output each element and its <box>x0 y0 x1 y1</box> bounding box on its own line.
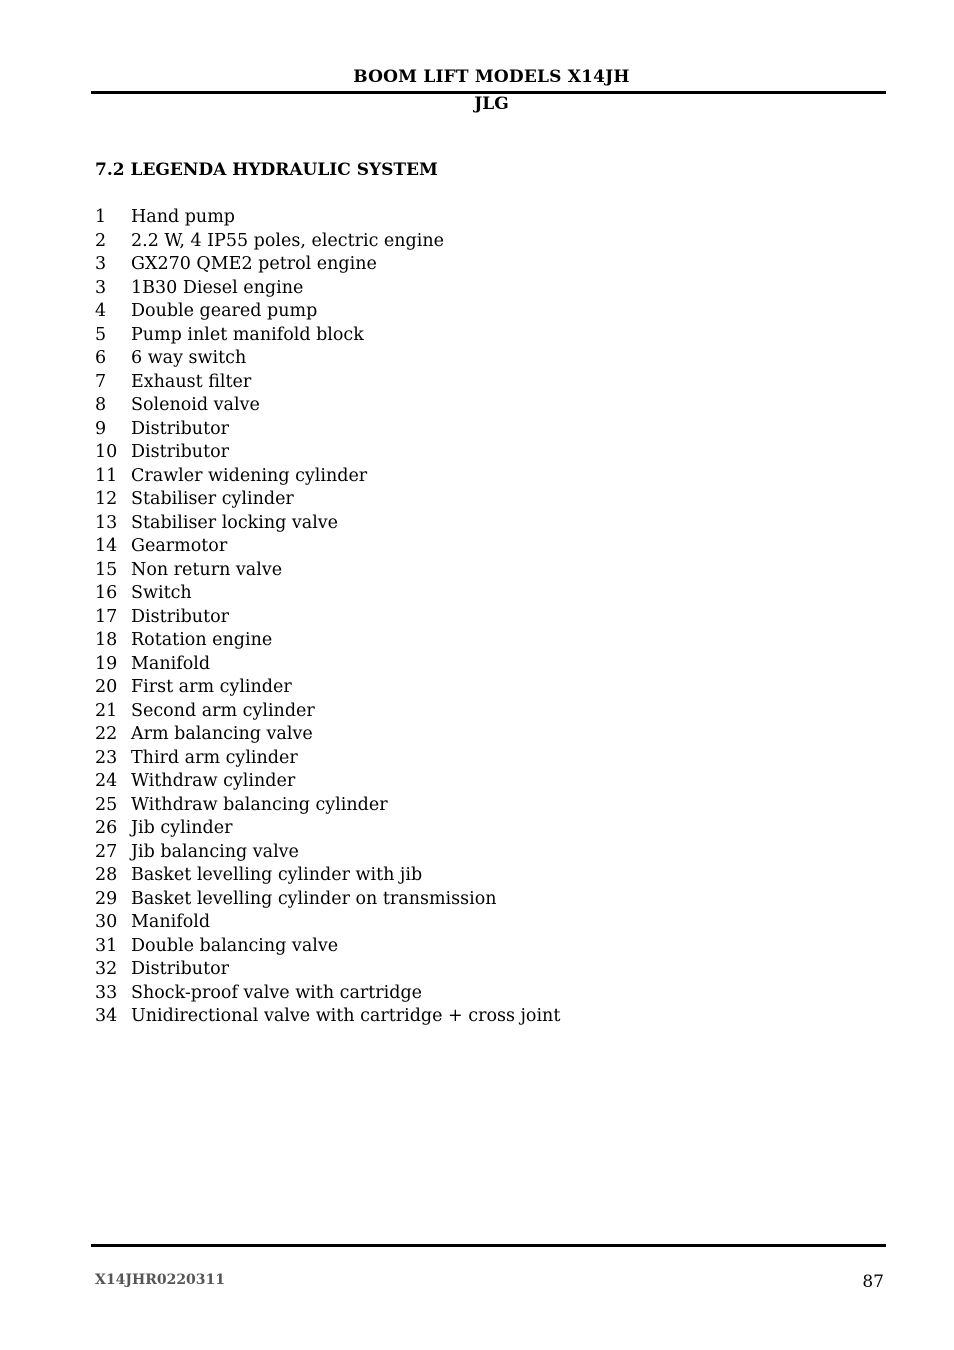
legend-item <box>95 629 560 653</box>
footer-divider <box>91 1244 886 1247</box>
legend-item-number: 13 <box>95 512 118 533</box>
legend-item-number: 12 <box>95 489 118 509</box>
page-number: 87 <box>862 1272 884 1292</box>
legend-list <box>95 206 560 1029</box>
legend-item-text: Arm balancing valve <box>131 724 313 744</box>
legend-item-number: 18 <box>95 630 118 650</box>
legend-item-text: Withdraw cylinder <box>131 771 296 791</box>
legend-item-text: Non return valve <box>131 559 283 580</box>
legend-item-number: 7 <box>95 371 107 392</box>
legend-item <box>95 700 560 724</box>
legend-item-number: 10 <box>95 442 118 462</box>
legend-item-text: Stabiliser locking valve <box>131 512 339 533</box>
legend-item <box>95 371 560 395</box>
legend-item-text: Manifold <box>131 653 211 674</box>
legend-item <box>95 418 560 442</box>
legend-item-text: Double geared pump <box>131 301 318 321</box>
legend-item <box>95 982 560 1006</box>
legend-item <box>95 535 560 559</box>
legend-item-text: Jib balancing valve <box>131 841 299 862</box>
legend-item <box>95 488 560 512</box>
legend-item-text: Pump inlet manifold block <box>131 324 364 345</box>
legend-item-number: 2 <box>95 230 107 251</box>
legend-item-number: 29 <box>95 888 118 909</box>
legend-item-number: 33 <box>95 982 118 1003</box>
legend-item-text: Second arm cylinder <box>131 700 315 721</box>
legend-item-text: Distributor <box>131 442 230 462</box>
legend-item-number: 14 <box>95 536 118 556</box>
legend-item-text: Stabiliser cylinder <box>131 489 294 509</box>
legend-item-text: Double balancing valve <box>131 935 339 956</box>
legend-item <box>95 841 560 865</box>
legend-item-text: Crawler widening cylinder <box>131 465 368 486</box>
legend-item <box>95 347 560 371</box>
legend-item-number: 11 <box>95 465 118 486</box>
legend-item <box>95 864 560 888</box>
legend-item-number: 5 <box>95 324 107 345</box>
legend-item-number: 1 <box>95 207 107 227</box>
brand-name: JLG <box>474 94 509 114</box>
legend-item-number: 31 <box>95 935 118 956</box>
legend-item <box>95 253 560 277</box>
legend-item <box>95 911 560 935</box>
legend-item <box>95 300 560 324</box>
legend-item-number: 4 <box>95 301 107 321</box>
legend-item <box>95 394 560 418</box>
legend-item <box>95 770 560 794</box>
legend-item <box>95 465 560 489</box>
legend-item <box>95 441 560 465</box>
document-title: BOOM LIFT MODELS X14JH <box>353 67 630 87</box>
legend-item-number: 16 <box>95 583 118 603</box>
legend-item-number: 28 <box>95 865 118 885</box>
legend-item <box>95 676 560 700</box>
legend-item-text: Switch <box>131 583 192 603</box>
document-code: X14JHR0220311 <box>95 1272 226 1288</box>
legend-item-text: GX270 QME2 petrol engine <box>131 254 377 274</box>
legend-item <box>95 794 560 818</box>
legend-item-text: Distributor <box>131 606 230 627</box>
legend-item-number: 34 <box>95 1006 118 1026</box>
legend-item <box>95 653 560 677</box>
legend-item-number: 20 <box>95 677 118 697</box>
legend-item-number: 21 <box>95 700 118 721</box>
legend-item <box>95 958 560 982</box>
legend-item <box>95 817 560 841</box>
legend-item <box>95 747 560 771</box>
legend-item-number: 9 <box>95 418 107 439</box>
legend-item <box>95 582 560 606</box>
legend-item-text: Distributor <box>131 959 230 979</box>
legend-item <box>95 324 560 348</box>
legend-item-number: 25 <box>95 794 118 815</box>
legend-item <box>95 888 560 912</box>
legend-item <box>95 277 560 301</box>
legend-item-text: 1B30 Diesel engine <box>131 277 304 298</box>
legend-item-text: Basket levelling cylinder with jib <box>131 865 423 885</box>
legend-item-number: 26 <box>95 818 118 838</box>
legend-item-number: 19 <box>95 653 118 674</box>
legend-item <box>95 512 560 536</box>
legend-item-number: 23 <box>95 747 118 768</box>
legend-item-text: Exhaust filter <box>131 371 252 392</box>
legend-item-number: 3 <box>95 254 107 274</box>
legend-item-text: Basket levelling cylinder on transmission <box>131 888 497 909</box>
legend-item-text: Manifold <box>131 912 211 932</box>
legend-item-text: 2.2 W, 4 IP55 poles, electric engine <box>131 230 444 251</box>
legend-item-text: Gearmotor <box>131 536 228 556</box>
legend-item-number: 24 <box>95 771 118 791</box>
legend-item-text: Unidirectional valve with cartridge + cross joint <box>131 1006 561 1026</box>
legend-item-text: Hand pump <box>131 207 236 227</box>
legend-item <box>95 606 560 630</box>
legend-item-number: 32 <box>95 959 118 979</box>
legend-item <box>95 206 560 230</box>
legend-item-text: Solenoid valve <box>131 395 260 415</box>
legend-item-text: Third arm cylinder <box>131 747 298 768</box>
legend-item-text: 6 way switch <box>131 348 247 368</box>
section-heading: 7.2 LEGENDA HYDRAULIC SYSTEM <box>95 160 438 180</box>
legend-item-text: Jib cylinder <box>131 818 233 838</box>
legend-item-number: 27 <box>95 841 118 862</box>
legend-item-text: Rotation engine <box>131 630 273 650</box>
legend-item-text: Shock-proof valve with cartridge <box>131 982 423 1003</box>
legend-item <box>95 1005 560 1029</box>
legend-item-text: Distributor <box>131 418 230 439</box>
legend-item-number: 22 <box>95 724 118 744</box>
legend-item <box>95 723 560 747</box>
legend-item-number: 6 <box>95 348 107 368</box>
legend-item-number: 15 <box>95 559 118 580</box>
legend-item-number: 30 <box>95 912 118 932</box>
legend-item-text: First arm cylinder <box>131 677 292 697</box>
legend-item <box>95 559 560 583</box>
legend-item-text: Withdraw balancing cylinder <box>131 794 388 815</box>
legend-item-number: 3 <box>95 277 107 298</box>
legend-item <box>95 230 560 254</box>
legend-item <box>95 935 560 959</box>
legend-item-number: 17 <box>95 606 118 627</box>
legend-item-number: 8 <box>95 395 107 415</box>
